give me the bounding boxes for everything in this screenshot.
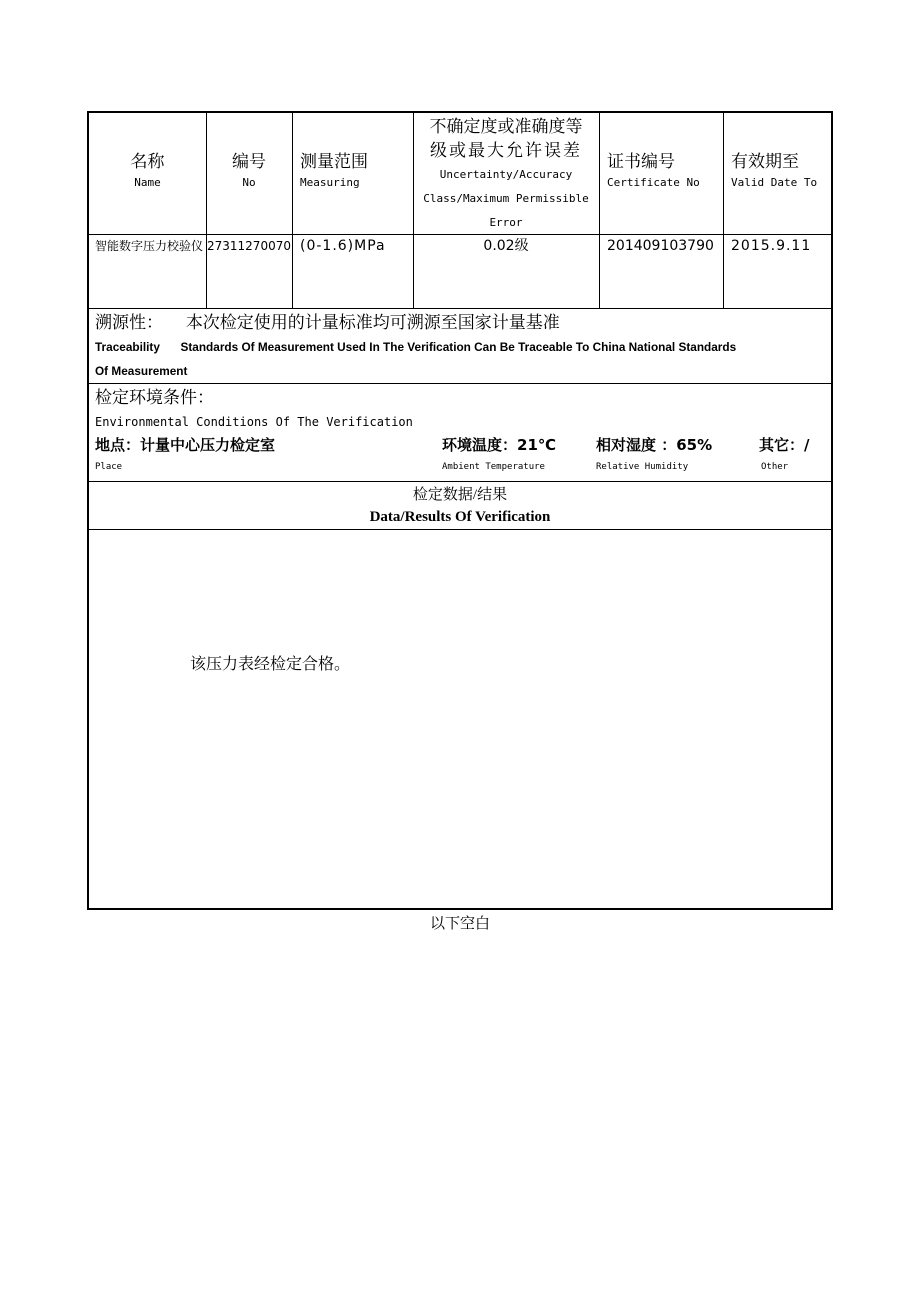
- header-no: [206, 151, 292, 193]
- row-no: 27311270070: [207, 239, 291, 253]
- row-name: 智能数字压力校验仪: [95, 239, 204, 253]
- other-en: Other: [761, 462, 789, 472]
- header-name: [89, 151, 206, 193]
- header-valid-cn: 有效期至: [731, 152, 799, 172]
- divider: [206, 113, 207, 308]
- header-certificate-en: Certificate No: [607, 176, 700, 189]
- results-en-title: Data/Results Of Verification: [369, 509, 551, 525]
- traceability-en-text: Standards Of Measurement Used In The Verification Can Be Traceable To China National Standards: [180, 340, 737, 354]
- other-cn: 其它：/: [759, 436, 810, 454]
- header-range-en: Measuring: [300, 176, 360, 189]
- divider: [599, 113, 600, 308]
- row-certificate: 201409103790: [607, 238, 714, 254]
- environment-section: [95, 386, 831, 434]
- environment-cn-title: 检定环境条件：: [95, 388, 214, 408]
- header-range-cn: 测量范围: [300, 152, 368, 172]
- humidity-en: Relative Humidity: [596, 462, 689, 472]
- divider: [89, 529, 831, 530]
- humidity-cn: 相对湿度 ：65%: [596, 436, 713, 454]
- traceability-cn-text: 本次检定使用的计量标准均可溯源至国家计量基准: [185, 313, 560, 333]
- row-valid: 2015.9.11: [731, 238, 812, 254]
- temperature-en: Ambient Temperature: [442, 462, 545, 472]
- traceability-section: [95, 311, 831, 383]
- header-name-en: Name: [134, 176, 161, 189]
- place-en: Place: [95, 462, 123, 472]
- results-header: [89, 484, 831, 528]
- footer-note: 以下空白: [429, 916, 490, 932]
- verification-table: [87, 111, 833, 910]
- row-range: (0-1.6)MPa: [300, 238, 386, 254]
- header-uncertainty-en-3: Error: [489, 216, 523, 229]
- environment-en-title: Environmental Conditions Of The Verification: [95, 415, 413, 429]
- header-valid: [731, 151, 835, 193]
- results-conclusion: 该压力表经检定合格。: [190, 654, 351, 673]
- header-range: [300, 151, 412, 193]
- divider: [723, 113, 724, 308]
- header-uncertainty: [413, 115, 599, 235]
- header-name-cn: 名称: [130, 152, 165, 172]
- divider: [89, 308, 831, 309]
- results-cn-title: 检定数据/结果: [412, 487, 508, 503]
- header-no-cn: 编号: [232, 152, 266, 172]
- place-cn: 地点：计量中心压力检定室: [95, 436, 276, 454]
- temperature-cn: 环境温度：21℃: [442, 436, 557, 454]
- header-uncertainty-en-2: Class/Maximum Permissible: [423, 192, 589, 205]
- header-uncertainty-cn-1: 不确定度或准确度等: [429, 117, 583, 137]
- header-certificate-cn: 证书编号: [607, 152, 675, 172]
- traceability-en-text-2: Of Measurement: [95, 364, 188, 378]
- row-uncertainty: 0.02级: [483, 238, 529, 254]
- header-certificate: [607, 151, 723, 193]
- traceability-en-label: Traceability: [95, 340, 160, 354]
- header-valid-en: Valid Date To: [731, 176, 818, 189]
- traceability-cn-label: 溯源性：: [95, 313, 163, 333]
- header-uncertainty-cn-2: 级或最大允许误差: [430, 141, 582, 161]
- divider: [292, 113, 293, 308]
- divider: [89, 481, 831, 482]
- divider: [89, 383, 831, 384]
- header-uncertainty-en-1: Uncertainty/Accuracy: [439, 168, 573, 181]
- header-no-en: No: [242, 176, 256, 189]
